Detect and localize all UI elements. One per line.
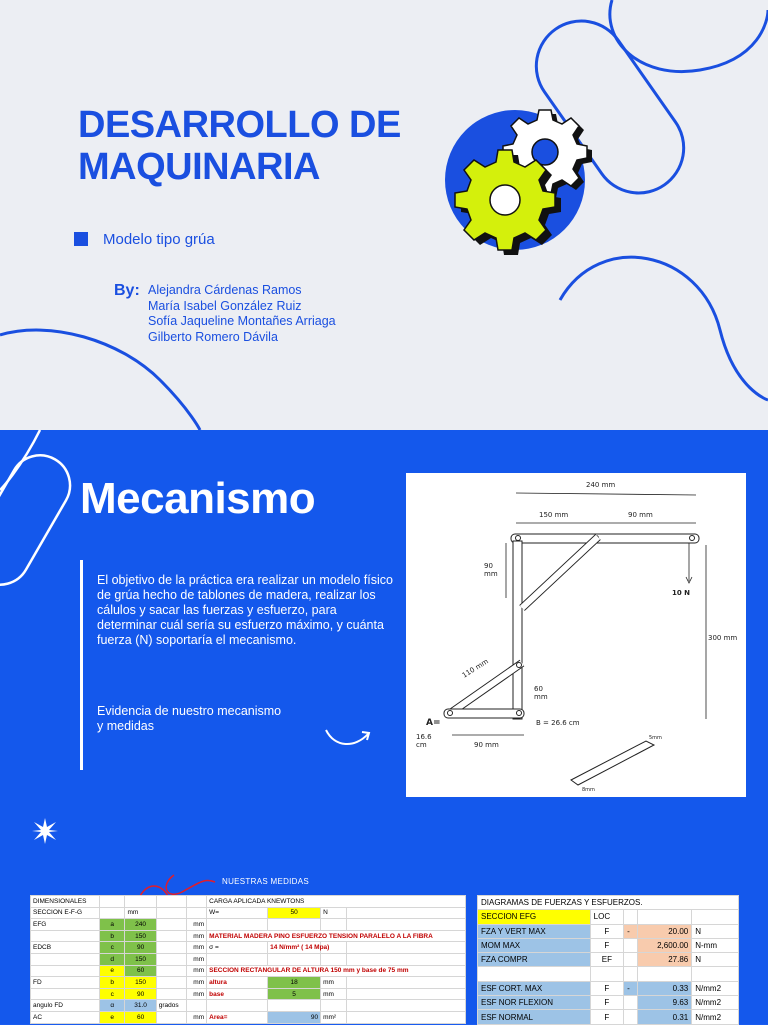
table-cell — [321, 1000, 347, 1012]
table-cell: 150 — [125, 930, 156, 942]
table-cell — [186, 1000, 206, 1012]
table-cell — [186, 907, 206, 919]
table-cell: F — [590, 1010, 623, 1024]
table-cell: c — [99, 988, 124, 1000]
table-cell: 31.0 — [125, 1000, 156, 1012]
author-1: Alejandra Cárdenas Ramos — [148, 283, 302, 297]
table-cell — [347, 1000, 466, 1012]
table-cell — [624, 967, 638, 981]
table-cell — [156, 942, 186, 954]
dim-90: 90 — [484, 562, 493, 570]
table-cell — [624, 1010, 638, 1024]
table-row — [31, 896, 466, 908]
table-cell: mm — [186, 930, 206, 942]
table-cell — [347, 919, 466, 931]
table-cell — [207, 1000, 268, 1012]
table-cell — [268, 953, 321, 965]
table-cell — [31, 988, 100, 1000]
table-cell: mm — [186, 1011, 206, 1023]
table-cell: mm — [186, 919, 206, 931]
table-cell: mm — [186, 977, 206, 989]
table-cell: F — [590, 924, 623, 938]
table-cell: N-mm — [692, 938, 739, 952]
table-cell: N — [692, 924, 739, 938]
table-cell — [156, 896, 186, 908]
dim-110: 110 mm — [460, 657, 490, 680]
dim-166-unit: cm — [416, 741, 427, 749]
table-cell — [321, 919, 347, 931]
table-cell: EF — [590, 953, 623, 967]
dim-base: 90 mm — [474, 741, 499, 749]
subtitle: Modelo tipo grúa — [103, 231, 215, 248]
mechanism-drawing — [406, 473, 746, 797]
table-cell: 0.31 — [637, 1010, 691, 1024]
decorative-curves — [0, 0, 768, 430]
table-row — [31, 977, 466, 989]
bullet-square — [74, 232, 88, 246]
table-cell: mm — [186, 988, 206, 1000]
table-cell: grados — [156, 1000, 186, 1012]
table-row — [31, 988, 466, 1000]
table-cell: EFG — [31, 919, 100, 931]
table-cell: N — [692, 953, 739, 967]
table-cell — [268, 1000, 321, 1012]
table-cell: 27.86 — [637, 953, 691, 967]
table-cell: 60 — [125, 1011, 156, 1023]
table-cell: AC — [31, 1011, 100, 1023]
author-2: María Isabel González Ruiz — [148, 298, 302, 313]
by-label: By: — [114, 282, 140, 299]
table-cell: FZA COMPR — [478, 953, 591, 967]
section-title: Mecanismo — [80, 474, 316, 523]
table-cell: 9.63 — [637, 996, 691, 1010]
annotation-label: NUESTRAS MEDIDAS — [222, 877, 310, 886]
table-cell: 2,600.00 — [637, 938, 691, 952]
table-cell: 240 — [125, 919, 156, 931]
table-row — [478, 938, 739, 952]
table-cell — [624, 938, 638, 952]
table-row — [478, 967, 739, 981]
table-cell: mm — [186, 965, 206, 977]
forces-header-0: SECCION EFG — [478, 910, 591, 924]
description-text: El objetivo de la práctica era realizar un modelo físico de grúa hecho de tablones de madera, realizar los cálulos y sacar las fuerzas y esfuerzo, para determinar cuál sería su esfuerzo máximo, y cuánta fuerza (N) soportaría el mecanismo. — [97, 573, 393, 647]
table-row — [31, 907, 466, 919]
table-row — [478, 953, 739, 967]
point-a: A= — [426, 718, 441, 728]
table-cell: 90 — [125, 942, 156, 954]
table-cell — [637, 967, 691, 981]
table-cell — [590, 967, 623, 981]
table-cell — [156, 977, 186, 989]
table-cell: F — [590, 938, 623, 952]
table-row — [31, 1000, 466, 1012]
gears-icon — [445, 100, 595, 255]
table-cell: EDCB — [31, 942, 100, 954]
table-cell: 150 — [125, 953, 156, 965]
evidence-text — [97, 704, 347, 734]
table-cell: ESF CORT. MAX — [478, 981, 591, 995]
dim-300: 300 mm — [708, 634, 738, 642]
table-cell — [692, 967, 739, 981]
title-line-2: MAQUINARIA — [78, 146, 320, 188]
table-cell: SECCION E-F-G — [31, 907, 100, 919]
table-cell: 5 — [268, 988, 321, 1000]
table-cell — [31, 930, 100, 942]
table-cell: mm² — [321, 1011, 347, 1023]
spreadsheet-forces — [477, 895, 739, 1024]
table-cell — [347, 953, 466, 965]
dim-left: 150 mm — [539, 511, 569, 519]
table-cell — [207, 919, 268, 931]
table-cell: mm — [321, 988, 347, 1000]
table-cell: 18 — [268, 977, 321, 989]
table-cell — [347, 988, 466, 1000]
table-cell: DIMENSIONALES — [31, 896, 100, 908]
table-row — [31, 1011, 466, 1023]
table-cell — [99, 896, 124, 908]
table-cell: N/mm2 — [692, 1010, 739, 1024]
table-cell — [156, 930, 186, 942]
forces-title: DIAGRAMAS DE FUERZAS Y ESFUERZOS. — [478, 896, 739, 910]
table-cell: σ = — [207, 942, 268, 954]
table-cell: 0.33 — [637, 981, 691, 995]
table-cell: α — [99, 1000, 124, 1012]
table-cell: 60 — [125, 965, 156, 977]
table-cell: b — [99, 930, 124, 942]
author-4: Gilberto Romero Dávila — [148, 329, 278, 344]
plank-dim-2: 8mm — [582, 787, 595, 793]
table-cell — [125, 896, 156, 908]
table-row — [478, 996, 739, 1010]
title-line-1: DESARROLLO DE — [78, 104, 401, 146]
table-cell — [268, 919, 321, 931]
table-cell — [156, 988, 186, 1000]
table-cell: F — [590, 981, 623, 995]
author-list — [148, 283, 336, 345]
table-cell: 150 — [125, 977, 156, 989]
table-cell: MOM MAX — [478, 938, 591, 952]
dim-right: 90 mm — [628, 511, 653, 519]
page-title — [78, 104, 401, 188]
table-cell: e — [99, 965, 124, 977]
mechanism-slide — [0, 430, 768, 1024]
table-cell: W= — [207, 907, 268, 919]
table-cell: 50 — [268, 907, 321, 919]
author-3: Sofía Jaqueline Montañes Arriaga — [148, 314, 336, 328]
dim-60-unit: mm — [534, 693, 548, 701]
table-cell — [478, 967, 591, 981]
table-cell: ESF NORMAL — [478, 1010, 591, 1024]
table-cell — [207, 953, 268, 965]
table-cell — [31, 965, 100, 977]
table-cell — [347, 942, 466, 954]
table-cell: FZA Y VERT MAX — [478, 924, 591, 938]
table-cell: base — [207, 988, 268, 1000]
table-cell: e — [99, 1011, 124, 1023]
table-cell: mm — [186, 942, 206, 954]
table-row — [478, 981, 739, 995]
table-row — [31, 942, 466, 954]
title-slide — [0, 0, 768, 430]
table-cell — [156, 965, 186, 977]
dim-total: 240 mm — [586, 481, 616, 489]
table-cell — [156, 1011, 186, 1023]
table-row — [31, 965, 466, 977]
table-cell — [624, 996, 638, 1010]
table-cell — [347, 977, 466, 989]
table-cell: F — [590, 996, 623, 1010]
table-cell — [156, 919, 186, 931]
table-cell: 14 N/mm² ( 14 Mpa) — [268, 942, 321, 954]
table-cell: mm — [321, 977, 347, 989]
forces-header-1: LOC — [590, 910, 623, 924]
table-row — [31, 930, 466, 942]
table-cell: mm — [125, 907, 156, 919]
table-cell — [99, 907, 124, 919]
load-label: 10 N — [672, 589, 691, 597]
spreadsheet-dimensions — [30, 895, 466, 1024]
table-cell: 90 — [268, 1011, 321, 1023]
table-row — [31, 919, 466, 931]
table-cell: c — [99, 942, 124, 954]
table-cell — [186, 896, 206, 908]
table-cell: a — [99, 919, 124, 931]
table-cell — [347, 1011, 466, 1023]
table-cell: MATERIAL MADERA PINO ESFUERZO TENSION PARALELO A LA FIBRA — [207, 930, 466, 942]
table-cell: 20.00 — [637, 924, 691, 938]
table-cell: altura — [207, 977, 268, 989]
table-row — [478, 924, 739, 938]
plank-dim-1: 5mm — [649, 735, 662, 741]
table-cell: CARGA APLICADA KNEWTONS — [207, 896, 466, 908]
table-cell: mm — [186, 953, 206, 965]
table-cell: Area= — [207, 1011, 268, 1023]
table-cell: N/mm2 — [692, 996, 739, 1010]
table-row — [31, 953, 466, 965]
table-cell — [347, 907, 466, 919]
table-row — [478, 1010, 739, 1024]
accent-line — [80, 560, 83, 770]
table-cell: N — [321, 907, 347, 919]
table-cell: d — [99, 953, 124, 965]
table-cell: - — [624, 924, 638, 938]
evidence-line-2: y medidas — [97, 719, 154, 733]
table-cell — [624, 953, 638, 967]
sparkle-icon — [32, 818, 58, 844]
dim-60: 60 — [534, 685, 543, 693]
table-cell: ESF NOR FLEXION — [478, 996, 591, 1010]
table-cell: SECCION RECTANGULAR DE ALTURA 150 mm y base de 75 mm — [207, 965, 466, 977]
dim-166: 16.6 — [416, 733, 432, 741]
table-cell: N/mm2 — [692, 981, 739, 995]
point-b: B = 26.6 cm — [536, 719, 580, 727]
table-cell: - — [624, 981, 638, 995]
table-cell: angulo FD — [31, 1000, 100, 1012]
table-cell — [156, 953, 186, 965]
table-cell — [321, 953, 347, 965]
table-cell: FD — [31, 977, 100, 989]
table-cell: b — [99, 977, 124, 989]
table-cell: 90 — [125, 988, 156, 1000]
evidence-line-1: Evidencia de nuestro mecanismo — [97, 704, 282, 718]
table-cell — [156, 907, 186, 919]
dim-90-unit: mm — [484, 570, 498, 578]
table-cell — [31, 953, 100, 965]
